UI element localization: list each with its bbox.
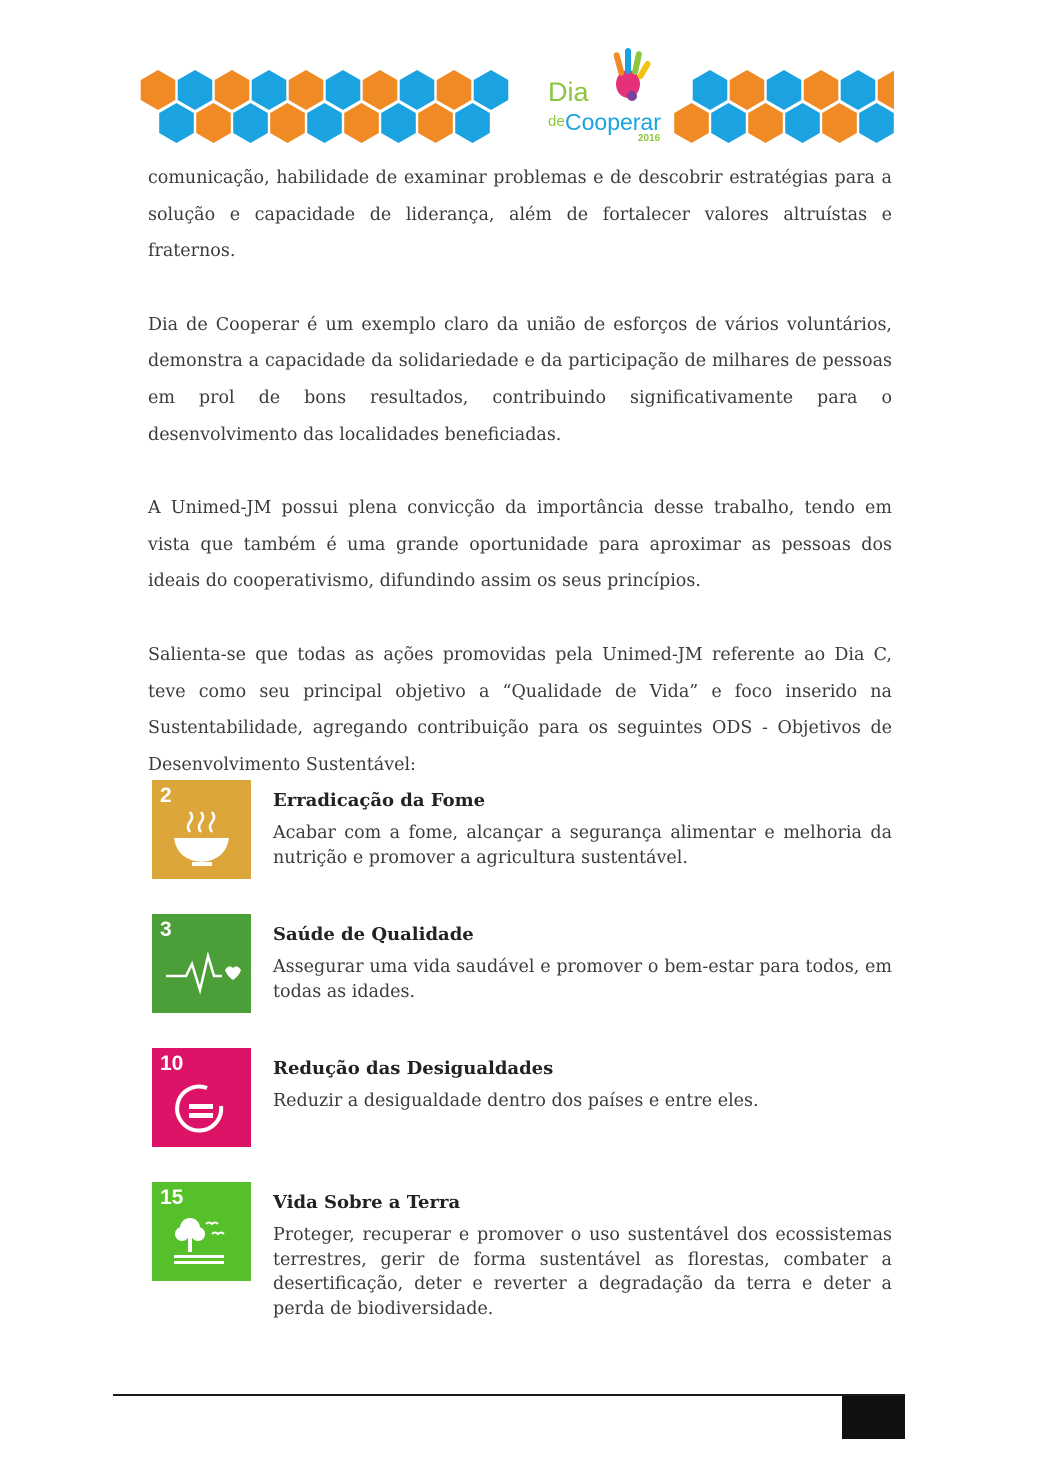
ods-item-2 — [152, 780, 892, 880]
ods-item-3 — [152, 914, 892, 1014]
ods-number: 10 — [160, 1052, 184, 1075]
ods-number: 15 — [160, 1186, 184, 1209]
ods-title: Redução das Desigualdades — [273, 1058, 554, 1079]
ods-10-badge — [152, 1048, 251, 1147]
dia-de-cooperar-logo — [138, 46, 894, 146]
ods-description: Acabar com a fome, alcançar a segurança alimentar e melhoria da nutrição e promover a agricultura sustentável. — [273, 823, 892, 868]
ods-number: 3 — [160, 918, 172, 941]
svg-text:de: de — [548, 113, 565, 130]
ods-3-badge — [152, 914, 251, 1013]
ods-description: Assegurar uma vida saudável e promover o bem-estar para todos, em todas as idades. — [273, 957, 892, 1002]
paragraph-4: Salienta-se que todas as ações promovidas pela Unimed-JM referente ao Dia C, teve como seu principal objetivo a “Qualidade de Vida” e foco inserido na Sustentabilidade, agregando contribuição para os seguintes ODS - Objetivos de Desenvolvimento Sustentável: — [148, 644, 892, 775]
ods-2-badge — [152, 780, 251, 879]
body-text — [148, 160, 892, 820]
svg-text:Cooperar: Cooperar — [565, 109, 661, 135]
footer-rule — [113, 1394, 905, 1396]
paragraph-1: comunicação, habilidade de examinar problemas e de descobrir estratégias para a solução e capacidade de liderança, além de fortalecer valores altruístas e fraternos. — [148, 168, 892, 262]
ods-title: Vida Sobre a Terra — [273, 1192, 461, 1213]
ods-item-15 — [152, 1182, 892, 1319]
ods-list — [152, 780, 892, 1319]
ods-15-badge — [152, 1182, 251, 1281]
svg-text:Dia: Dia — [548, 77, 589, 107]
paragraph-2: Dia de Cooperar é um exemplo claro da união de esforços de vários voluntários, demonstra a capacidade da solidariedade e da participação de milhares de pessoas em prol de bons resultados, contribuindo significativamente para o desenvolvimento das localidades beneficiadas. — [148, 314, 892, 445]
hand-logo-icon — [613, 48, 652, 101]
ods-description: Proteger, recuperar e promover o uso sustentável dos ecossistemas terrestres, gerir de forma sustentável as florestas, combater a desertificação, deter e reverter a degradação da terra e deter a perda de biodiversidade. — [273, 1225, 892, 1319]
ods-title: Saúde de Qualidade — [273, 924, 474, 945]
ods-title: Erradicação da Fome — [273, 790, 486, 811]
ods-number: 2 — [160, 784, 172, 807]
header-banner — [138, 46, 894, 146]
page-number-box — [842, 1396, 905, 1439]
ods-description: Reduzir a desigualdade dentro dos países e entre eles. — [273, 1091, 759, 1111]
svg-text:2016: 2016 — [638, 133, 661, 144]
ods-item-10 — [152, 1048, 892, 1148]
paragraph-3: A Unimed-JM possui plena convicção da importância desse trabalho, tendo em vista que também é uma grande oportunidade para aproximar as pessoas dos ideais do cooperativismo, difundindo assim os seus princípios. — [148, 498, 892, 592]
